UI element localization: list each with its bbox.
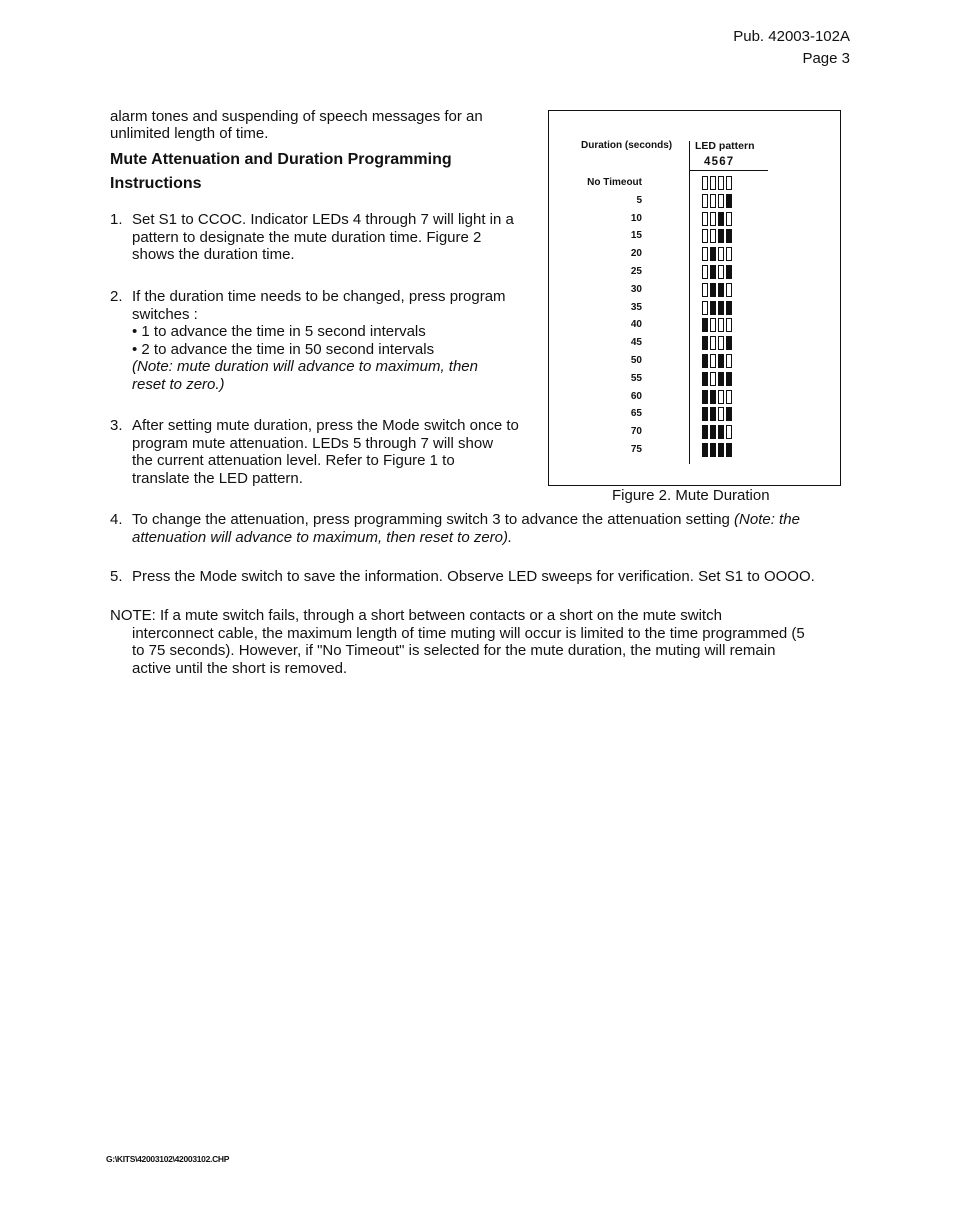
duration-label: 50 [630,355,642,366]
step-4-note: (Note: the [734,511,800,528]
led-pattern [702,194,732,209]
led-lit-icon [702,390,708,404]
step-number: 2. [110,288,123,305]
duration-label: 15 [630,230,642,242]
note-line: to 75 seconds). However, if "No Timeout" is selected for the mute duration, the muting will remain [132,642,776,659]
led-unlit-icon [726,354,732,368]
led-pattern-row [560,300,770,318]
led-pattern [702,318,732,333]
led-pattern-row [560,371,770,389]
led-lit-icon [710,443,716,457]
led-pattern [702,443,732,458]
led-pattern [702,212,732,227]
led-pattern [702,265,732,280]
led-pattern [702,407,732,422]
step-1-line: pattern to designate the mute duration time. Figure 2 [132,228,482,246]
led-unlit-icon [710,318,716,332]
step-3-line: translate the LED pattern. [132,469,303,487]
led-lit-icon [726,229,732,243]
duration-label: 30 [630,283,642,295]
duration-label: No Timeout [587,177,642,188]
led-pattern-row [560,442,770,460]
led-lit-icon [702,336,708,350]
led-lit-icon [726,336,732,350]
led-lit-icon [726,265,732,279]
led-lit-icon [702,443,708,457]
section-heading-line-2: Instructions [110,175,202,192]
led-unlit-icon [726,247,732,261]
intro-line-2: unlimited length of time. [110,125,269,142]
led-pattern [702,176,732,191]
led-pattern-row [560,406,770,424]
step-4-note-line-2: attenuation will advance to maximum, then reset to zero). [132,528,513,546]
led-number-header: 4567 [704,156,735,168]
figure-caption: Figure 2. Mute Duration [612,487,770,504]
duration-label: 10 [630,212,642,224]
led-pattern [702,354,732,369]
led-unlit-icon [702,301,708,315]
led-unlit-icon [726,390,732,404]
led-lit-icon [710,265,716,279]
led-lit-icon [726,301,732,315]
led-unlit-icon [718,336,724,350]
led-unlit-icon [702,265,708,279]
led-lit-icon [702,372,708,386]
led-pattern-row [560,424,770,442]
led-unlit-icon [710,229,716,243]
step-3-line: the current attenuation level. Refer to Figure 1 to [132,452,455,469]
led-lit-icon [718,301,724,315]
led-pattern [702,301,732,316]
led-pattern [702,336,732,351]
led-lit-icon [710,301,716,315]
led-unlit-icon [718,318,724,332]
led-lit-icon [718,283,724,297]
duration-label: 70 [630,426,642,438]
led-column-header: LED pattern [695,140,755,152]
led-unlit-icon [726,212,732,226]
section-heading: Mute Attenuation and Duration Programming [110,151,452,168]
led-lit-icon [710,283,716,297]
table-divider-horizontal [690,170,768,171]
step-number: 3. [110,417,123,434]
led-unlit-icon [726,318,732,332]
led-lit-icon [710,425,716,439]
led-unlit-icon [718,265,724,279]
step-2-line: If the duration time needs to be changed, press program [132,288,506,305]
led-unlit-icon [702,176,708,190]
step-number: 4. [110,511,123,528]
step-number: 1. [110,211,123,228]
led-lit-icon [718,354,724,368]
led-pattern-row [560,246,770,264]
step-number: 5. [110,568,123,585]
led-pattern [702,425,732,440]
duration-label: 75 [630,444,642,455]
led-pattern-row [560,282,770,300]
step-2-bullet: • 2 to advance the time in 50 second intervals [132,340,435,358]
step-4-text: To change the attenuation, press programming switch 3 to advance the attenuation setting [132,511,735,528]
led-pattern [702,229,732,244]
led-unlit-icon [702,229,708,243]
led-lit-icon [718,443,724,457]
led-pattern-row [560,193,770,211]
step-1-line: Set S1 to CCOC. Indicator LEDs 4 through 7 will light in a [132,211,514,228]
led-pattern-row [560,389,770,407]
led-unlit-icon [718,194,724,208]
led-lit-icon [710,390,716,404]
led-unlit-icon [710,212,716,226]
led-pattern-row [560,264,770,282]
duration-column-header: Duration (seconds) [581,140,673,151]
led-unlit-icon [726,425,732,439]
note-line: interconnect cable, the maximum length of time muting will occur is limited to the time programmed (5 [132,624,805,642]
led-unlit-icon [702,212,708,226]
step-3-line: After setting mute duration, press the Mode switch once to [132,417,519,434]
led-pattern-row [560,353,770,371]
led-unlit-icon [726,283,732,297]
led-pattern-row [560,228,770,246]
led-unlit-icon [718,390,724,404]
step-1-line: shows the duration time. [132,246,295,263]
duration-label: 45 [630,337,642,349]
led-pattern-row [560,335,770,353]
led-unlit-icon [702,247,708,261]
step-5-text: Press the Mode switch to save the information. Observe LED sweeps for verification. Set S1 to OOOO. [132,568,815,585]
led-lit-icon [710,247,716,261]
led-pattern [702,283,732,298]
led-lit-icon [718,229,724,243]
led-lit-icon [726,372,732,386]
led-unlit-icon [710,176,716,190]
led-unlit-icon [710,336,716,350]
led-unlit-icon [710,194,716,208]
intro-line-1: alarm tones and suspending of speech messages for an [110,108,483,125]
step-2-bullet: • 1 to advance the time in 5 second intervals [132,323,426,340]
led-pattern-row [560,317,770,335]
duration-label: 25 [630,266,642,277]
duration-label: 35 [630,301,642,313]
duration-label: 65 [630,408,642,420]
led-lit-icon [702,354,708,368]
led-pattern [702,390,732,405]
led-unlit-icon [726,176,732,190]
led-unlit-icon [718,247,724,261]
led-pattern [702,372,732,387]
led-unlit-icon [718,176,724,190]
note-line: active until the short is removed. [132,659,348,677]
led-pattern [702,247,732,262]
led-lit-icon [718,372,724,386]
led-unlit-icon [702,194,708,208]
led-lit-icon [702,425,708,439]
duration-label: 20 [630,248,642,260]
duration-label: 55 [630,372,642,384]
page-number: Page 3 [802,50,850,67]
led-lit-icon [726,407,732,421]
publication-number: Pub. 42003-102A [733,28,850,45]
duration-label: 5 [636,194,642,206]
led-lit-icon [702,407,708,421]
led-lit-icon [710,407,716,421]
led-lit-icon [702,318,708,332]
duration-label: 60 [630,390,642,402]
led-unlit-icon [710,372,716,386]
led-unlit-icon [718,407,724,421]
step-2-line: switches : [132,305,198,323]
step-2-note: reset to zero.) [132,375,225,393]
failure-note [110,607,840,677]
led-lit-icon [726,194,732,208]
led-lit-icon [718,212,724,226]
note-line: NOTE: If a mute switch fails, through a short between contacts or a short on the mute switch [110,607,722,624]
led-lit-icon [726,443,732,457]
step-3-line: program mute attenuation. LEDs 5 through 7 will show [132,434,494,452]
led-unlit-icon [702,283,708,297]
led-pattern-row [560,175,770,193]
step-2-note: (Note: mute duration will advance to maximum, then [132,358,478,375]
led-unlit-icon [710,354,716,368]
file-path: G:\KITS\42003102\42003102.CHP [106,1154,230,1164]
led-pattern-row [560,211,770,229]
duration-label: 40 [630,319,642,331]
led-lit-icon [718,425,724,439]
